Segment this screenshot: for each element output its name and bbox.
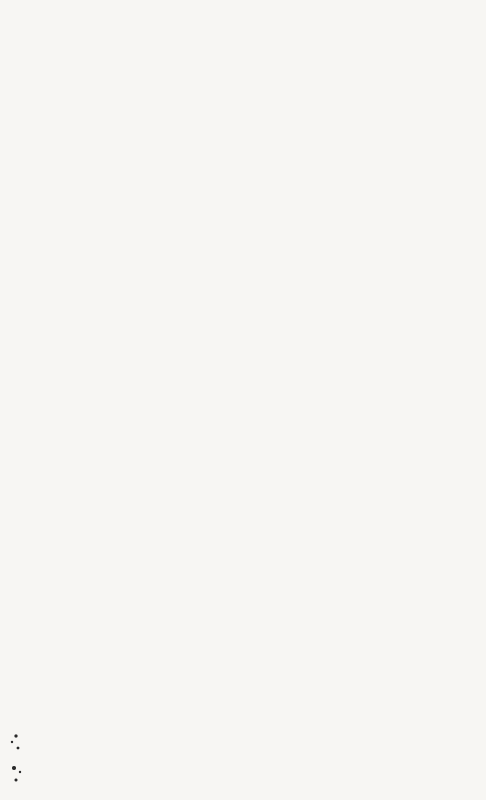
- ink-smudge-decoration: [6, 728, 40, 788]
